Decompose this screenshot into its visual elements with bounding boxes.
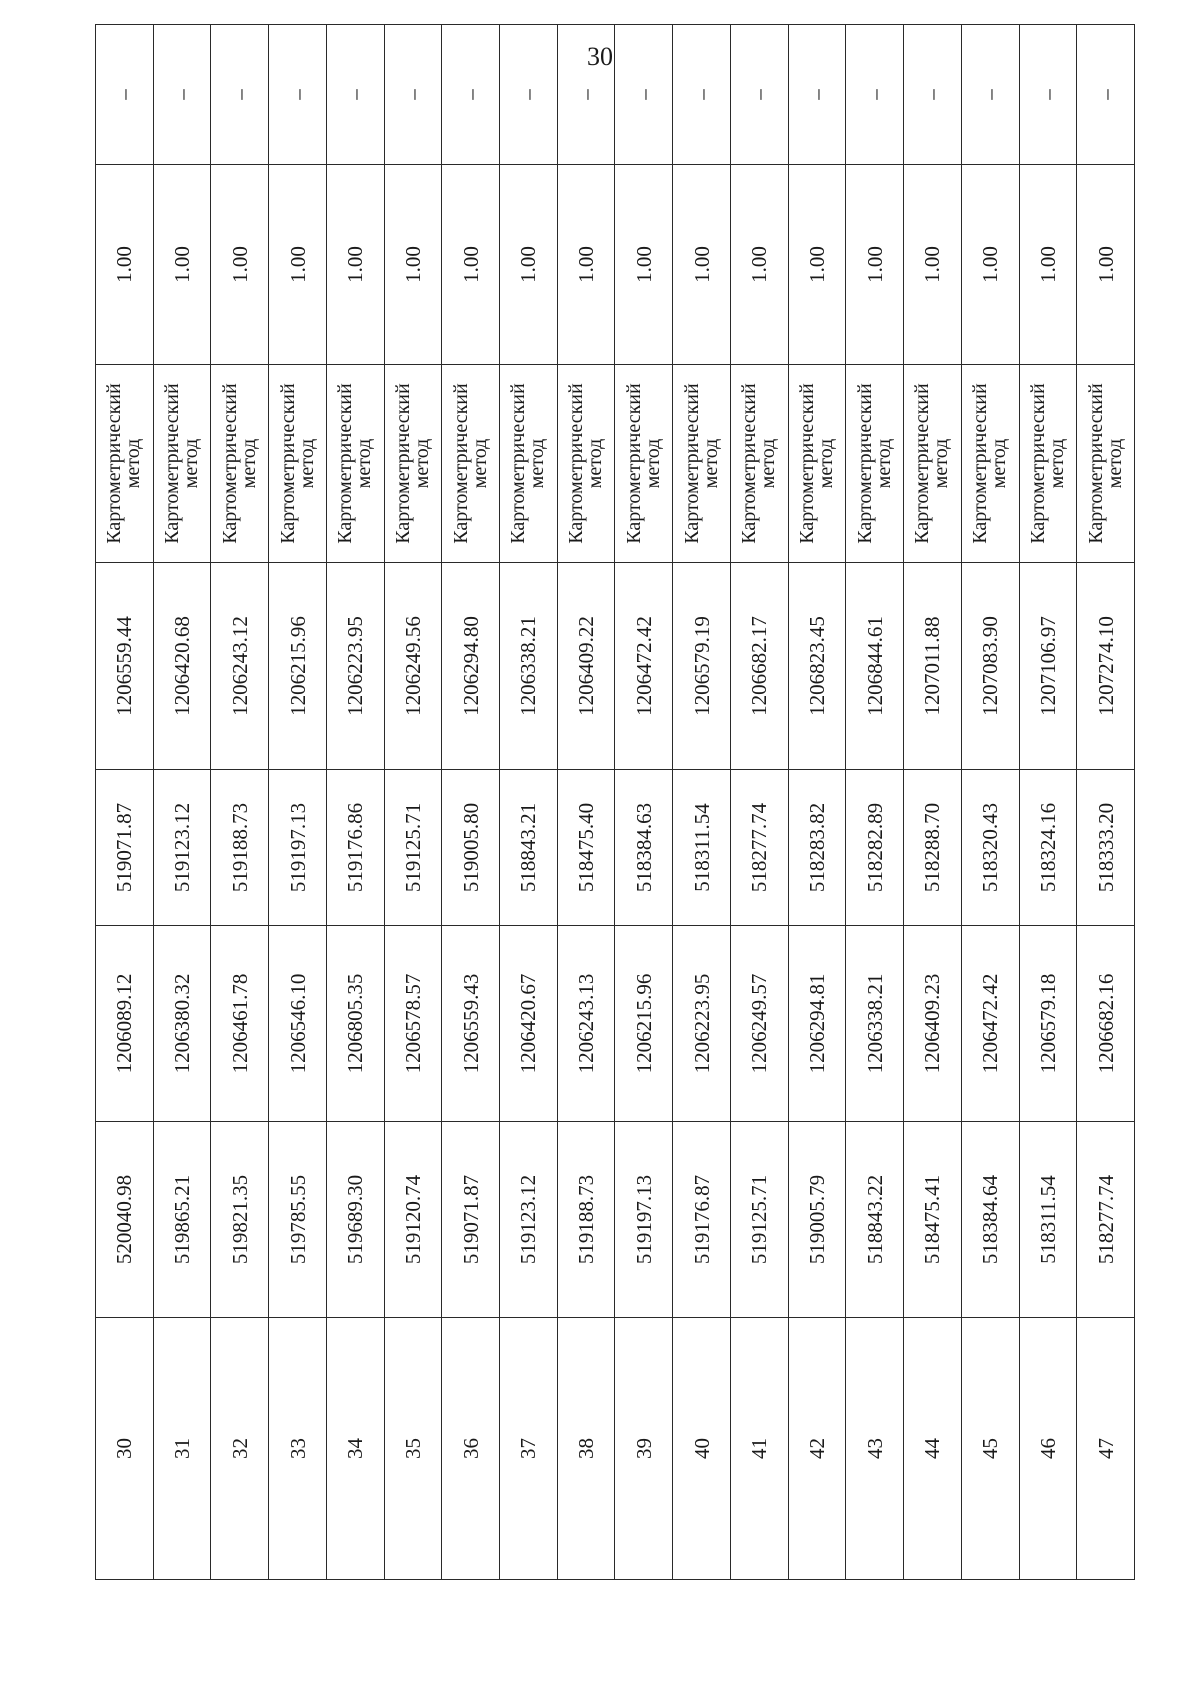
table-row (500, 25, 558, 1580)
method-line2: метод (353, 438, 376, 489)
method-line1: Картометрический (911, 383, 934, 544)
page-number: 30 (587, 42, 613, 71)
table-row (326, 25, 384, 1580)
method-line2: метод (930, 438, 953, 489)
accuracy-cell: 1.00 (961, 165, 1019, 365)
method-line1: Картометрический (103, 383, 126, 544)
table-row (1077, 25, 1135, 1580)
table-row (96, 25, 154, 1580)
extra-cell: – (846, 25, 904, 165)
table-row (384, 25, 442, 1580)
end-x-cell: 519123.12 (153, 770, 211, 926)
method-line2: метод (237, 438, 260, 489)
table-row (442, 25, 500, 1580)
method-cell (961, 365, 1019, 563)
table-row (211, 25, 269, 1580)
start-y-cell: 1206546.10 (269, 926, 327, 1122)
start-y-cell: 1206461.78 (211, 926, 269, 1122)
method-line2: метод (468, 438, 491, 489)
end-x-cell: 518843.21 (500, 770, 558, 926)
point-number-cell: 33 (269, 1318, 327, 1580)
point-number-cell: 46 (1019, 1318, 1077, 1580)
extra-cell: – (269, 25, 327, 165)
table-row (615, 25, 673, 1580)
point-number-cell: 42 (788, 1318, 846, 1580)
end-x-cell: 518282.89 (846, 770, 904, 926)
method-line1: Картометрический (218, 383, 241, 544)
end-y-cell: 1207083.90 (961, 563, 1019, 770)
table-row (673, 25, 731, 1580)
accuracy-cell: 1.00 (673, 165, 731, 365)
extra-cell: – (730, 25, 788, 165)
method-cell (1019, 365, 1077, 563)
method-cell (1077, 365, 1135, 563)
method-line1: Картометрический (161, 383, 184, 544)
method-line2: метод (699, 438, 722, 489)
end-y-cell: 1206823.45 (788, 563, 846, 770)
table-row (557, 25, 615, 1580)
end-y-cell: 1206472.42 (615, 563, 673, 770)
start-x-cell: 519071.87 (442, 1122, 500, 1318)
end-y-cell: 1206559.44 (96, 563, 154, 770)
table-row (846, 25, 904, 1580)
extra-cell: – (615, 25, 673, 165)
method-cell (96, 365, 154, 563)
point-number-cell: 47 (1077, 1318, 1135, 1580)
end-y-cell: 1207274.10 (1077, 563, 1135, 770)
method-line1: Картометрический (738, 383, 761, 544)
method-line2: метод (122, 438, 145, 489)
method-cell (730, 365, 788, 563)
method-cell (788, 365, 846, 563)
point-number-cell: 40 (673, 1318, 731, 1580)
start-y-cell: 1206559.43 (442, 926, 500, 1122)
point-number-cell: 34 (326, 1318, 384, 1580)
method-cell (442, 365, 500, 563)
start-x-cell: 518384.64 (961, 1122, 1019, 1318)
point-number-cell: 45 (961, 1318, 1019, 1580)
end-x-cell: 519176.86 (326, 770, 384, 926)
start-x-cell: 519865.21 (153, 1122, 211, 1318)
start-y-cell: 1206294.81 (788, 926, 846, 1122)
end-y-cell: 1206249.56 (384, 563, 442, 770)
start-y-cell: 1206420.67 (500, 926, 558, 1122)
start-x-cell: 519176.87 (673, 1122, 731, 1318)
end-y-cell: 1206409.22 (557, 563, 615, 770)
start-x-cell: 519689.30 (326, 1122, 384, 1318)
method-line2: метод (584, 438, 607, 489)
extra-cell: – (557, 25, 615, 165)
end-y-cell: 1207011.88 (904, 563, 962, 770)
end-y-cell: 1206243.12 (211, 563, 269, 770)
end-y-cell: 1206844.61 (846, 563, 904, 770)
accuracy-cell: 1.00 (557, 165, 615, 365)
accuracy-cell: 1.00 (442, 165, 500, 365)
end-x-cell: 518324.16 (1019, 770, 1077, 926)
end-x-cell: 518283.82 (788, 770, 846, 926)
start-y-cell: 1206223.95 (673, 926, 731, 1122)
accuracy-cell: 1.00 (384, 165, 442, 365)
start-y-cell: 1206249.57 (730, 926, 788, 1122)
end-x-cell: 519005.80 (442, 770, 500, 926)
end-y-cell: 1206215.96 (269, 563, 327, 770)
coordinates-table (95, 24, 1135, 1580)
extra-cell: – (211, 25, 269, 165)
start-x-cell: 519005.79 (788, 1122, 846, 1318)
extra-cell: – (788, 25, 846, 165)
method-cell (904, 365, 962, 563)
method-line2: метод (526, 438, 549, 489)
extra-cell: – (961, 25, 1019, 165)
method-line1: Картометрический (1084, 383, 1107, 544)
accuracy-cell: 1.00 (1077, 165, 1135, 365)
end-y-cell: 1206294.80 (442, 563, 500, 770)
table-row (153, 25, 211, 1580)
point-number-cell: 39 (615, 1318, 673, 1580)
accuracy-cell: 1.00 (788, 165, 846, 365)
start-y-cell: 1206089.12 (96, 926, 154, 1122)
accuracy-cell: 1.00 (500, 165, 558, 365)
extra-cell: – (384, 25, 442, 165)
accuracy-cell: 1.00 (904, 165, 962, 365)
method-line2: метод (872, 438, 895, 489)
start-y-cell: 1206682.16 (1077, 926, 1135, 1122)
method-cell (673, 365, 731, 563)
method-line1: Картометрический (334, 383, 357, 544)
accuracy-cell: 1.00 (326, 165, 384, 365)
accuracy-cell: 1.00 (96, 165, 154, 365)
point-number-cell: 36 (442, 1318, 500, 1580)
start-x-cell: 518311.54 (1019, 1122, 1077, 1318)
end-y-cell: 1206682.17 (730, 563, 788, 770)
start-y-cell: 1206805.35 (326, 926, 384, 1122)
method-line2: метод (1103, 438, 1126, 489)
end-y-cell: 1206223.95 (326, 563, 384, 770)
method-line1: Картометрический (565, 383, 588, 544)
method-line1: Картометрический (276, 383, 299, 544)
extra-cell: – (673, 25, 731, 165)
method-line1: Картометрический (449, 383, 472, 544)
start-x-cell: 519821.35 (211, 1122, 269, 1318)
end-y-cell: 1206420.68 (153, 563, 211, 770)
table-row (269, 25, 327, 1580)
method-cell (615, 365, 673, 563)
method-cell (211, 365, 269, 563)
start-y-cell: 1206472.42 (961, 926, 1019, 1122)
accuracy-cell: 1.00 (269, 165, 327, 365)
method-line2: метод (757, 438, 780, 489)
start-y-cell: 1206243.13 (557, 926, 615, 1122)
end-x-cell: 519071.87 (96, 770, 154, 926)
point-number-cell: 38 (557, 1318, 615, 1580)
method-line2: метод (814, 438, 837, 489)
extra-cell: – (442, 25, 500, 165)
point-number-cell: 31 (153, 1318, 211, 1580)
extra-cell: – (153, 25, 211, 165)
extra-cell: – (1077, 25, 1135, 165)
accuracy-cell: 1.00 (211, 165, 269, 365)
end-x-cell: 518320.43 (961, 770, 1019, 926)
accuracy-cell: 1.00 (153, 165, 211, 365)
start-x-cell: 518475.41 (904, 1122, 962, 1318)
table-row (730, 25, 788, 1580)
start-x-cell: 519123.12 (500, 1122, 558, 1318)
table-row (961, 25, 1019, 1580)
method-cell (269, 365, 327, 563)
end-y-cell: 1206338.21 (500, 563, 558, 770)
end-x-cell: 519125.71 (384, 770, 442, 926)
end-x-cell: 518288.70 (904, 770, 962, 926)
accuracy-cell: 1.00 (615, 165, 673, 365)
point-number-cell: 37 (500, 1318, 558, 1580)
end-x-cell: 518475.40 (557, 770, 615, 926)
start-y-cell: 1206578.57 (384, 926, 442, 1122)
extra-cell: – (904, 25, 962, 165)
end-x-cell: 519197.13 (269, 770, 327, 926)
accuracy-cell: 1.00 (730, 165, 788, 365)
start-y-cell: 1206338.21 (846, 926, 904, 1122)
start-x-cell: 518277.74 (1077, 1122, 1135, 1318)
point-number-cell: 32 (211, 1318, 269, 1580)
end-x-cell: 518384.63 (615, 770, 673, 926)
method-line1: Картометрический (622, 383, 645, 544)
start-x-cell: 518843.22 (846, 1122, 904, 1318)
start-x-cell: 519125.71 (730, 1122, 788, 1318)
method-line2: метод (641, 438, 664, 489)
point-number-cell: 43 (846, 1318, 904, 1580)
method-line1: Картометрический (853, 383, 876, 544)
method-line2: метод (295, 438, 318, 489)
point-number-cell: 30 (96, 1318, 154, 1580)
method-cell (326, 365, 384, 563)
table-body (96, 25, 1135, 1580)
extra-cell: – (1019, 25, 1077, 165)
start-x-cell: 519785.55 (269, 1122, 327, 1318)
method-cell (846, 365, 904, 563)
method-cell (153, 365, 211, 563)
method-line1: Картометрический (1026, 383, 1049, 544)
method-line2: метод (1045, 438, 1068, 489)
method-line1: Картометрический (795, 383, 818, 544)
table-row (904, 25, 962, 1580)
method-line1: Картометрический (680, 383, 703, 544)
table-row (788, 25, 846, 1580)
start-y-cell: 1206380.32 (153, 926, 211, 1122)
point-number-cell: 41 (730, 1318, 788, 1580)
end-y-cell: 1206579.19 (673, 563, 731, 770)
end-y-cell: 1207106.97 (1019, 563, 1077, 770)
coordinates-table-wrapper (95, 89, 1135, 1580)
accuracy-cell: 1.00 (1019, 165, 1077, 365)
extra-cell: – (96, 25, 154, 165)
start-x-cell: 519120.74 (384, 1122, 442, 1318)
end-x-cell: 519188.73 (211, 770, 269, 926)
method-cell (384, 365, 442, 563)
method-cell (500, 365, 558, 563)
method-line2: метод (180, 438, 203, 489)
extra-cell: – (326, 25, 384, 165)
end-x-cell: 518333.20 (1077, 770, 1135, 926)
start-x-cell: 519188.73 (557, 1122, 615, 1318)
method-line1: Картометрический (969, 383, 992, 544)
start-x-cell: 519197.13 (615, 1122, 673, 1318)
end-x-cell: 518311.54 (673, 770, 731, 926)
point-number-cell: 35 (384, 1318, 442, 1580)
method-line1: Картометрический (507, 383, 530, 544)
method-line1: Картометрический (391, 383, 414, 544)
extra-cell: – (500, 25, 558, 165)
accuracy-cell: 1.00 (846, 165, 904, 365)
table-row (1019, 25, 1077, 1580)
start-x-cell: 520040.98 (96, 1122, 154, 1318)
point-number-cell: 44 (904, 1318, 962, 1580)
start-y-cell: 1206215.96 (615, 926, 673, 1122)
start-y-cell: 1206579.18 (1019, 926, 1077, 1122)
method-line2: метод (410, 438, 433, 489)
method-cell (557, 365, 615, 563)
start-y-cell: 1206409.23 (904, 926, 962, 1122)
method-line2: метод (988, 438, 1011, 489)
end-x-cell: 518277.74 (730, 770, 788, 926)
